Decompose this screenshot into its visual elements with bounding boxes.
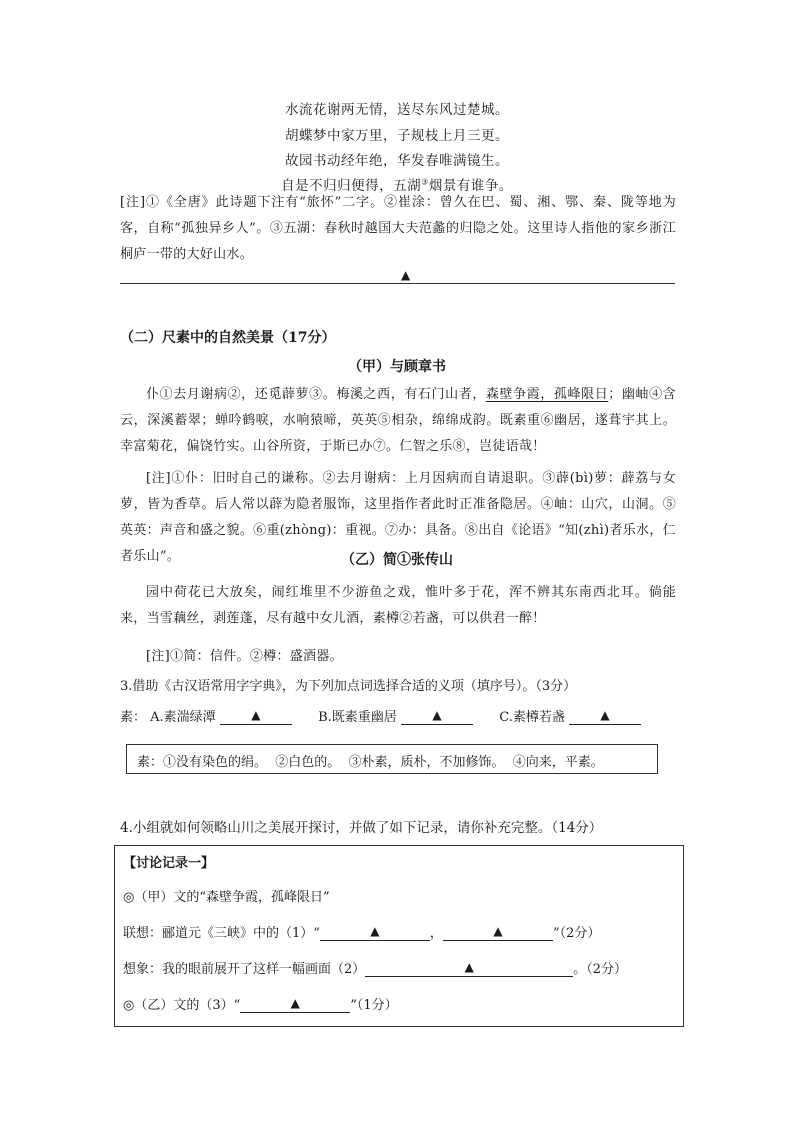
text-b-title: （乙）简①张传山 — [341, 552, 453, 568]
answer-triangle: ▲ — [432, 708, 442, 722]
text-a-title: （甲）与顾章书 — [348, 359, 446, 375]
q4-line-4-suffix: ”（1分） — [350, 998, 398, 1013]
q3-blank-c[interactable] — [569, 707, 641, 725]
text-a-underlined-phrase: 森壁争霞，孤峰限日 — [485, 387, 609, 402]
q4-record-box — [114, 845, 684, 1027]
poem-note: [注]①《全唐》此诗题下注有“旅怀”二字。②崔涂：曾久在巴、蜀、湘、鄂、秦、陇等地为客，自称“孤独异乡人”。③五湖：春秋时越国大夫范蠡的归隐之处。这里诗人指他的家乡浙江桐庐一带的大好山水。 — [120, 195, 676, 262]
q4-line-2-prefix: 联想：郦道元《三峡》中的（1）“ — [123, 926, 320, 941]
poem-line-1: 水流花谢两无情，送尽东风过楚城。 — [285, 102, 509, 118]
q3-blank-a[interactable] — [220, 707, 292, 725]
q3-item-a: A.素湍绿潭 — [150, 710, 216, 725]
q4-record-title: 【讨论记录一】 — [123, 856, 215, 871]
q3-item-b: B.既素重幽居 — [318, 710, 397, 725]
answer-triangle: ▲ — [493, 924, 503, 938]
q4-line-1: ◎（甲）文的“森壁争霞，孤峰限日” — [123, 890, 330, 905]
text-b-note: [注]①简：信件。②樽：盛酒器。 — [146, 649, 343, 664]
answer-triangle: ▲ — [401, 268, 411, 282]
text-a-body — [120, 382, 676, 460]
poem-line-4-tail: 烟景有谁争。 — [428, 178, 513, 194]
answer-triangle: ▲ — [370, 924, 380, 938]
q4-line-3-prefix: 想象：我的眼前展开了这样一幅画面（2） — [123, 962, 366, 977]
q3-blank-b[interactable] — [401, 707, 473, 725]
q4-prompt: 4.小组就如何领略山川之美展开探讨，并做了如下记录，请你补充完整。（14分） — [120, 820, 603, 836]
answer-triangle: ▲ — [290, 996, 300, 1010]
q3-label: 素： — [120, 710, 147, 725]
poem-line-2: 胡蝶梦中家万里，子规枝上月三更。 — [285, 128, 509, 144]
text-a-part-2: ；幽岫④含云，深溪蓄翠；蝉吟鹤唳，水响猿啼，英英⑤相杂，绵绵成韵。既素重⑥幽居，遂葺宇其上。幸富菊花，偏饶竹实。山谷所资，于斯已办⑦。仁智之乐⑧，岂徒语哉！ — [120, 387, 676, 454]
poem-line-4-note-mark: ③ — [421, 177, 429, 187]
q4-line-4 — [123, 994, 398, 1013]
q3-item-c: C.素樽若盏 — [499, 710, 565, 725]
q4-line-4-prefix: ◎（乙）文的（3）“ — [123, 998, 241, 1013]
q4-line-2 — [123, 922, 600, 941]
text-a-part-1: 仆①去月谢病②，还觅薜萝③。梅溪之西，有石门山者， — [146, 387, 486, 402]
q3-prompt: 3.借助《古汉语常用字字典》，为下列加点词选择合适的义项（填序号）。（3分） — [120, 679, 577, 694]
section-heading: （二）尺素中的自然美景（17分） — [120, 330, 336, 346]
poem-line-3: 故园书动经年绝，华发春唯满镜生。 — [285, 153, 509, 169]
q4-line-2-comma: ， — [429, 926, 443, 941]
text-a-note: [注]①仆：旧时自己的谦称。②去月谢病：上月因病而自请退职。③薜(bì)萝：薜荔与女萝，皆为香草。后人常以薜为隐者服饰，这里指作者此时正准备隐居。④岫：山穴，山洞。⑤英英：声音和盛之貌。⑥重(zhòng)：重视。⑦办：具备。⑧出自《论语》“知(zhì)者乐水，仁者乐山”。 — [120, 471, 676, 564]
q4-line-2-suffix: ”（2分） — [552, 926, 601, 941]
answer-triangle: ▲ — [464, 960, 474, 974]
q4-line-3 — [123, 958, 627, 977]
q4-blank-1a[interactable] — [320, 923, 430, 941]
divider-line — [120, 283, 675, 284]
text-b-body: 园中荷花已大放矣，闹红堆里不少游鱼之戏，惟叶多于花，浑不辨其东南西北耳。倘能来，当雪藕丝，剥莲蓬，尽有越中女儿酒，素樽②若盏，可以供君一醉！ — [120, 585, 676, 626]
answer-triangle: ▲ — [251, 708, 261, 722]
q4-blank-1b[interactable] — [443, 923, 553, 941]
q4-line-3-suffix: 。（2分） — [573, 962, 628, 977]
answer-triangle: ▲ — [600, 708, 610, 722]
poem-line-4-head: 自是不归归便得，五湖 — [281, 178, 422, 194]
q3-options: 素：①没有染色的绢。 ②白色的。 ③朴素，质朴，不加修饰。 ④向来，平素。 — [137, 755, 604, 770]
q4-blank-3[interactable] — [240, 995, 350, 1013]
q3-items — [120, 706, 680, 725]
q3-options-box — [126, 744, 658, 774]
q4-blank-2[interactable] — [365, 959, 573, 977]
